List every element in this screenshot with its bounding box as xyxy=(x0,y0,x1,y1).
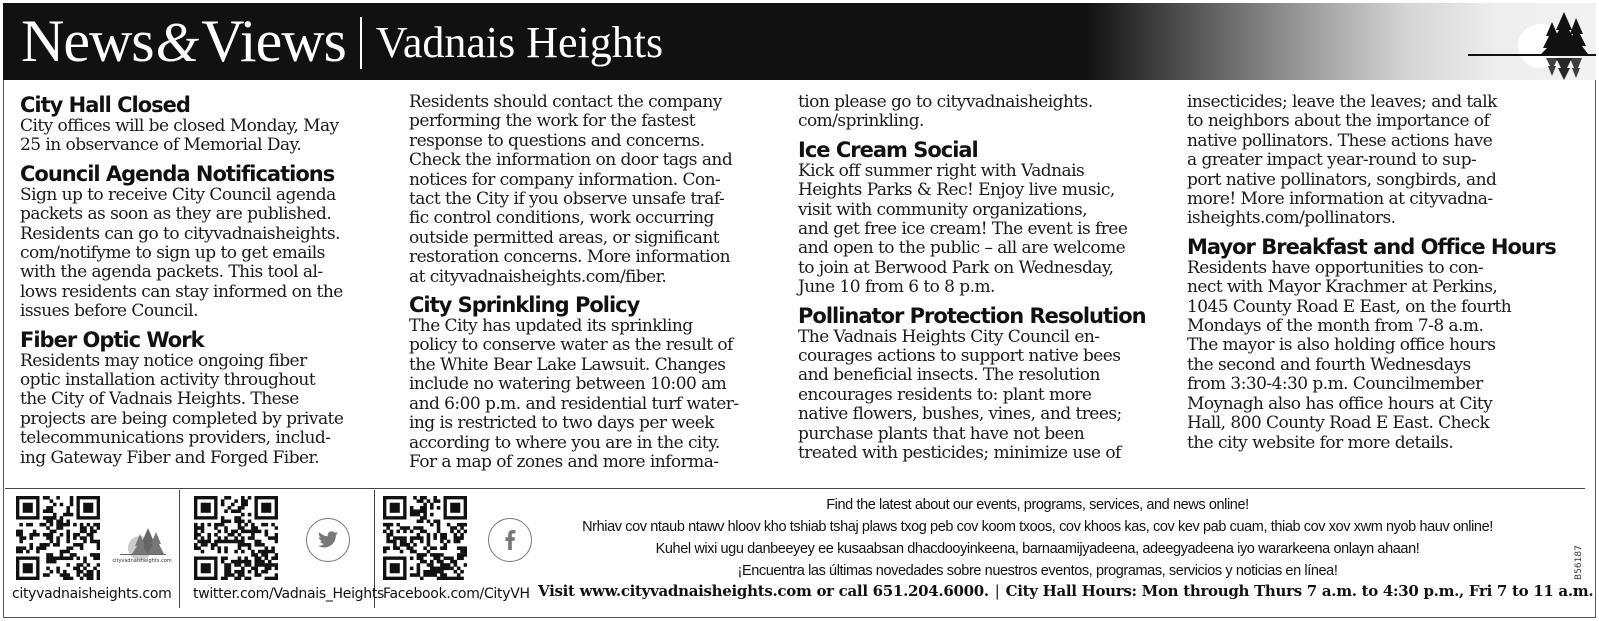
header-banner xyxy=(3,3,1596,80)
message-english: Find the latest about our events, programs, services, and news online! xyxy=(826,497,1249,513)
qr-code-icon[interactable] xyxy=(383,496,467,580)
visit-text: Visit www.cityvadnaisheights.com or call 651.204.6000. xyxy=(538,582,989,600)
heading-sprinkling-policy: City Sprinkling Policy xyxy=(409,293,640,318)
footer-messages xyxy=(520,494,1555,582)
twitter-icon[interactable] xyxy=(306,518,350,562)
qr-code-icon[interactable] xyxy=(16,496,100,580)
link-website[interactable]: cityvadnaisheights.com xyxy=(12,586,172,602)
masthead xyxy=(21,7,663,76)
masthead-ampersand: & xyxy=(155,12,200,74)
text-fiber-optic: Residents may notice ongoing fiber optic installation activity throughout the City of Vadnais Heights. These projects are being completed by private telecommunications providers, includ- ing Gateway Fiber and Forged Fiber. xyxy=(20,350,344,468)
link-twitter[interactable]: twitter.com/Vadnais_Heights xyxy=(193,586,385,602)
heading-ice-cream-social: Ice Cream Social xyxy=(798,137,978,162)
message-spanish: ¡Encuentra las últimas novedades sobre nuestros eventos, programas, servicios y noticias en línea! xyxy=(737,563,1338,579)
ad-code: B56187 xyxy=(1574,545,1584,580)
message-somali: Kuhel wixi ugu danbeeyey ee kusaabsan dhacdooyinkeena, barnaamijyadeena, adeegyadeena iyo wararkeena onlayn ahaan! xyxy=(655,541,1420,557)
text-sprinkling-policy: The City has updated its sprinkling policy to conserve water as the result of the White Bear Lake Lawsuit. Changes include no watering between 10:00 am and 6:00 p.m. and residential turf water- ing is restricted to two days per week according to where you are in the city. For a map of zones and more informa- xyxy=(409,316,739,472)
text-ice-cream-social: Kick off summer right with Vadnais Heights Parks & Rec! Enjoy live music, visit with community organizations, and get free ice cream! The event is free and open to the public – all are welcome to join at Berwood Park on Wednesday, June 10 from 6 to 8 p.m. xyxy=(798,160,1128,298)
masthead-separator xyxy=(360,17,362,69)
column-1 xyxy=(20,93,392,468)
masthead-views: Views xyxy=(201,8,346,74)
heading-mayor-breakfast: Mayor Breakfast and Office Hours xyxy=(1187,234,1556,259)
text-fiber-optic-continued: Residents should contact the company performing the work for the fastest response to questions and concerns. Check the information on door tags and notices for company information. Con- tact the City if you observe unsafe traf- fic control conditions, work occurring outside permitted areas, or significant restoration concerns. More information at cityvadnaisheights.com/fiber. xyxy=(409,92,733,287)
logo-small-text: cityvadnaisheights.com xyxy=(112,558,172,564)
heading-fiber-optic: Fiber Optic Work xyxy=(20,327,204,352)
heading-city-hall-closed: City Hall Closed xyxy=(20,93,190,117)
hours-text: City Hall Hours: Mon through Thurs 7 a.m. to 4:30 p.m., Fri 7 to 11 a.m. xyxy=(1005,582,1594,600)
message-hmong: Nrhiav cov ntaub ntawv hloov kho tshiab tshaj plaws txog peb cov koom txoos, cov khoos kas, cov kev pab cuam, thiab cov xov xwm nyob hauv online! xyxy=(582,519,1493,535)
text-mayor-breakfast: Residents have opportunities to con- nect with Mayor Krachmer at Perkins, 1045 County Road E East, on the fourth Mondays of the month from 7-8 a.m. The mayor is also holding office hours the second and fourth Wednesdays from 3:30-4:30 p.m. Councilmember Moynagh also has office hours at City Hall, 800 County Road E East. Check the city website for more details. xyxy=(1187,257,1512,453)
text-pollinator-continued: insecticides; leave the leaves; and talk to neighbors about the importance of native pollinators. These actions have a greater impact year-round to sup- port native pollinators, songbirds, and more! More information at cityvadna- isheights.com/pollinators. xyxy=(1187,92,1497,229)
masthead-city: Vadnais Heights xyxy=(375,18,664,67)
article-columns xyxy=(20,93,1582,478)
footer-contact xyxy=(538,582,1593,600)
text-city-hall-closed: City offices will be closed Monday, May 25 in observance of Memorial Day. xyxy=(20,116,339,156)
qr-code-icon[interactable] xyxy=(194,496,278,580)
column-2 xyxy=(409,93,781,472)
footer-vrule-1 xyxy=(179,490,180,608)
pine-trees-logo-icon xyxy=(1468,8,1596,80)
footer-divider xyxy=(5,488,1585,489)
text-sprinkling-continued: tion please go to cityvadnaisheights. com/sprinkling. xyxy=(798,92,1093,132)
text-pollinator: The Vadnais Heights City Council en- courages actions to support native bees and beneficial insects. The resolution encourages residents to: plant more native flowers, bushes, vines, and trees; purchase plants that have not been treated with pesticides; minimize use of xyxy=(798,326,1122,464)
text-council-agenda: Sign up to receive City Council agenda packets as soon as they are published. Residents can go to cityvadnaisheights. com/notifyme to sign up to get emails with the agenda packets. This tool al- lows residents can stay informed on the issues before Council. xyxy=(20,184,343,322)
link-facebook[interactable]: Facebook.com/CityVH xyxy=(383,586,530,602)
column-4 xyxy=(1187,93,1577,453)
contact-separator: | xyxy=(994,582,1000,600)
column-3 xyxy=(798,93,1170,464)
heading-pollinator: Pollinator Protection Resolution xyxy=(798,303,1146,328)
heading-council-agenda: Council Agenda Notifications xyxy=(20,161,335,186)
masthead-news: News xyxy=(21,8,154,74)
